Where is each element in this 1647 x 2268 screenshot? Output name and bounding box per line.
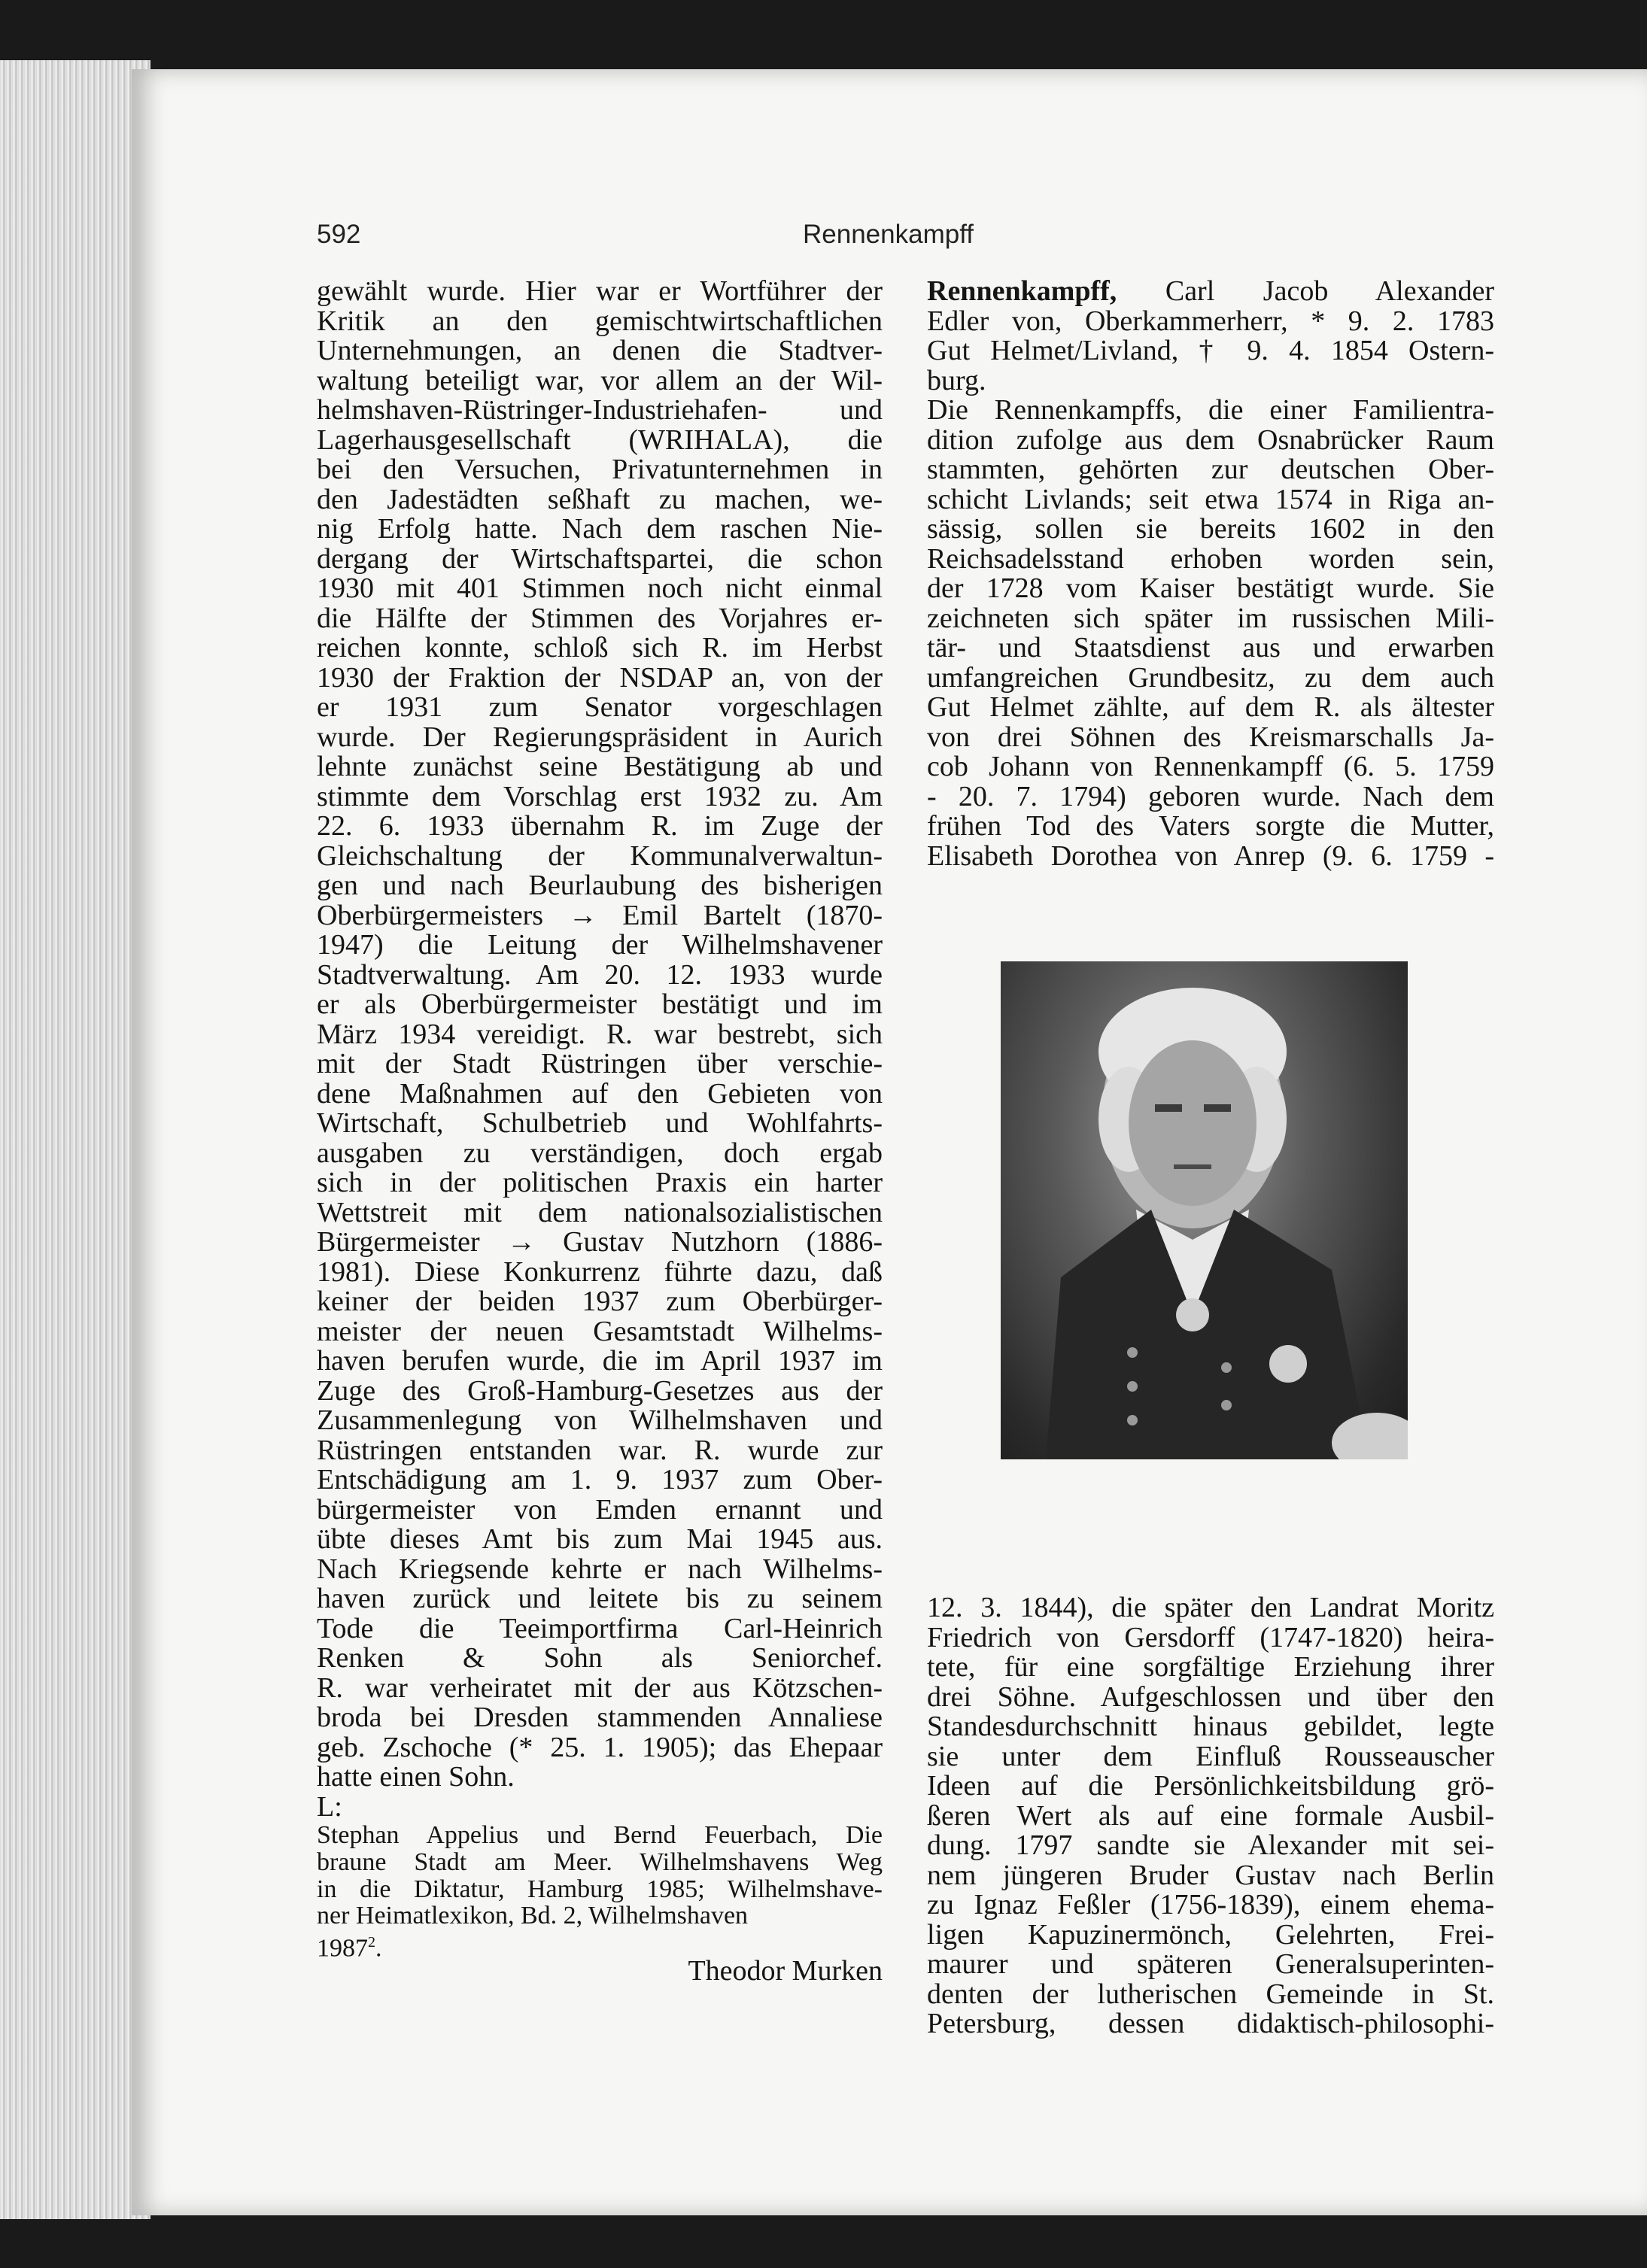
text-line: dene Maßnahmen auf den Gebieten von bbox=[317, 1077, 883, 1110]
literature-end: . bbox=[375, 1934, 382, 1963]
text-line: 12. 3. 1844), die später den Landrat Moritz bbox=[927, 1592, 1494, 1623]
text-line: er als Oberbürgermeister bestätigt und im bbox=[317, 988, 883, 1020]
text-line: Lagerhausgesellschaft (WRIHALA), die bbox=[317, 424, 883, 456]
text-line: Stadtverwaltung. Am 20. 12. 1933 wurde bbox=[317, 958, 883, 991]
text-line: Entschädigung am 1. 9. 1937 zum Ober- bbox=[317, 1464, 883, 1495]
text-line: Unternehmungen, an denen die Stadtver- bbox=[317, 335, 883, 366]
right-body-text-top bbox=[927, 307, 1494, 872]
text-line: Zuge des Groß-Hamburg-Gesetzes aus der bbox=[317, 1374, 883, 1407]
text-line: Kritik an den gemischtwirtschaftlichen bbox=[317, 305, 883, 337]
text-line: stimmte dem Vorschlag erst 1932 zu. Am bbox=[317, 780, 883, 812]
text-line: Oberbürgermeisters → Emil Bartelt (1870- bbox=[317, 899, 883, 931]
text-line: sässig, sollen sie bereits 1602 in den bbox=[927, 513, 1494, 545]
text-line: maurer und späteren Generalsuperinten- bbox=[927, 1948, 1494, 1980]
text-line: tär- und Staatsdienst aus und erwarben bbox=[927, 632, 1494, 663]
text-line: ner Heimatlexikon, Bd. 2, Wilhelmshaven bbox=[317, 1902, 749, 1930]
text-line: schicht Livlands; seit etwa 1574 in Riga an- bbox=[927, 483, 1494, 515]
text-line: 1930 mit 401 Stimmen noch nicht einmal bbox=[317, 572, 883, 604]
text-line: 1981). Diese Konkurrenz führte dazu, daß bbox=[317, 1255, 883, 1288]
running-title: Rennenkampff bbox=[803, 220, 974, 249]
text-line: frühen Tod des Vaters sorgte die Mutter, bbox=[927, 810, 1494, 842]
text-line: Gut Helmet zählte, auf dem R. als ältester bbox=[927, 691, 1494, 723]
text-line: gen und nach Beurlaubung des bisherigen bbox=[317, 870, 883, 901]
text-line: die Hälfte der Stimmen des Vorjahres er- bbox=[317, 602, 883, 634]
text-line: in die Diktatur, Hamburg 1985; Wilhelmshave- bbox=[317, 1875, 883, 1903]
text-line: Bürgermeister → Gustav Nutzhorn (1886- bbox=[317, 1226, 883, 1258]
text-line: Reichsadelsstand erhoben worden sein, bbox=[927, 542, 1494, 575]
text-line: 1947) die Leitung der Wilhelmshavener bbox=[317, 929, 883, 961]
text-line: zeichneten sich später im russischen Mili- bbox=[927, 602, 1494, 634]
text-line: Die Rennenkampffs, die einer Familientra- bbox=[927, 394, 1494, 426]
text-line: Stephan Appelius und Bernd Feuerbach, Die bbox=[317, 1821, 883, 1849]
text-line: Petersburg, dessen didaktisch-philosophi- bbox=[927, 2008, 1494, 2039]
text-line: tete, für eine sorgfältige Erziehung ihrer bbox=[927, 1651, 1494, 1683]
text-line: Ideen auf die Persönlichkeitsbildung grö- bbox=[927, 1770, 1494, 1802]
text-line: gewählt wurde. Hier war er Wortführer der bbox=[317, 275, 883, 307]
text-line: stammten, gehörten zur deutschen Ober- bbox=[927, 454, 1494, 485]
text-line: keiner der beiden 1937 zum Oberbürger- bbox=[317, 1286, 883, 1317]
text-line: drei Söhne. Aufgeschlossen und über den bbox=[927, 1681, 1494, 1713]
text-line: den Jadestädten seßhaft zu machen, we- bbox=[317, 483, 883, 515]
text-line: Standesdurchschnitt hinaus gebildet, legte bbox=[927, 1711, 1494, 1742]
text-line: lehnte zunächst seine Bestätigung ab und bbox=[317, 751, 883, 782]
text-line: Renken & Sohn als Seniorchef. bbox=[317, 1642, 883, 1674]
portrait-image bbox=[1001, 961, 1408, 1459]
text-line: haven zurück und leitete bis zu seinem bbox=[317, 1583, 883, 1614]
text-line: haven berufen wurde, die im April 1937 im bbox=[317, 1345, 883, 1377]
literature-last-line bbox=[317, 1929, 883, 1963]
text-line: übte dieses Amt bis zum Mai 1945 aus. bbox=[317, 1523, 883, 1555]
page-number: 592 bbox=[317, 220, 361, 249]
article-heading-line bbox=[927, 277, 1494, 307]
text-line: mit der Stadt Rüstringen über verschie- bbox=[317, 1048, 883, 1079]
article-author: Theodor Murken bbox=[688, 1954, 883, 1987]
text-line: sich in der politischen Praxis ein harter bbox=[317, 1167, 883, 1198]
article-headword: Rennenkampff, bbox=[927, 275, 1117, 307]
left-body-text bbox=[317, 277, 883, 1793]
literature-label: L: bbox=[317, 1790, 342, 1823]
text-line: von drei Söhnen des Kreismarschalls Ja- bbox=[927, 721, 1494, 753]
text-line: nig Erfolg hatte. Nach dem raschen Nie- bbox=[317, 513, 883, 545]
left-column bbox=[317, 277, 883, 1986]
text-line: dergang der Wirtschaftspartei, die schon bbox=[317, 542, 883, 575]
text-line: der 1728 vom Kaiser bestätigt wurde. Sie bbox=[927, 572, 1494, 604]
text-line: bürgermeister von Emden ernannt und bbox=[317, 1493, 883, 1526]
text-line: - 20. 7. 1794) geboren wurde. Nach dem bbox=[927, 780, 1494, 812]
text-line: cob Johann von Rennenkampff (6. 5. 1759 bbox=[927, 751, 1494, 782]
text-line: Friedrich von Gersdorff (1747-1820) heira- bbox=[927, 1621, 1494, 1653]
literature-superscript: 2 bbox=[368, 1934, 375, 1951]
text-line: Edler von, Oberkammerherr, * 9. 2. 1783 bbox=[927, 305, 1494, 337]
text-line: Wirtschaft, Schulbetrieb und Wohlfahrts- bbox=[317, 1107, 883, 1139]
literature-list bbox=[317, 1822, 883, 1929]
text-line: denten der lutherischen Gemeinde in St. bbox=[927, 1978, 1494, 2010]
text-line: reichen konnte, schloß sich R. im Herbst bbox=[317, 632, 883, 663]
text-line: burg. bbox=[927, 364, 986, 396]
text-line: waltung beteiligt war, vor allem an der Wil- bbox=[317, 364, 883, 396]
text-line: hatte einen Sohn. bbox=[317, 1761, 515, 1793]
text-line: Gleichschaltung der Kommunalverwaltun- bbox=[317, 839, 883, 872]
text-line: er 1931 zum Senator vorgeschlagen bbox=[317, 691, 883, 723]
book-page-edges bbox=[0, 60, 150, 2219]
text-line: 22. 6. 1933 übernahm R. im Zuge der bbox=[317, 810, 883, 842]
text-line: ausgaben zu verständigen, doch ergab bbox=[317, 1137, 883, 1169]
text-line: ligen Kapuzinermönch, Gelehrten, Frei- bbox=[927, 1918, 1494, 1951]
text-line: helmshaven-Rüstringer-Industriehafen- und bbox=[317, 394, 883, 426]
text-line: meister der neuen Gesamtstadt Wilhelms- bbox=[317, 1315, 883, 1347]
right-body-text-bottom bbox=[927, 1593, 1494, 2039]
text-line: dition zufolge aus dem Osnabrücker Raum bbox=[927, 424, 1494, 456]
text-line: braune Stadt am Meer. Wilhelmshavens Weg bbox=[317, 1847, 883, 1876]
text-line: R. war verheiratet mit der aus Kötzschen- bbox=[317, 1671, 883, 1704]
text-line: umfangreichen Grundbesitz, zu dem auch bbox=[927, 661, 1494, 694]
text-line: Zusammenlegung von Wilhelmshaven und bbox=[317, 1404, 883, 1436]
text-line: zu Ignaz Feßler (1756-1839), einem ehema- bbox=[927, 1889, 1494, 1920]
text-line: Elisabeth Dorothea von Anrep (9. 6. 1759 - bbox=[927, 839, 1494, 872]
text-line: bei den Versuchen, Privatunternehmen in bbox=[317, 454, 883, 485]
literature-year: 1987 bbox=[317, 1934, 368, 1963]
text-line: Rüstringen entstanden war. R. wurde zur bbox=[317, 1434, 883, 1466]
text-line: 1930 der Fraktion der NSDAP an, von der bbox=[317, 661, 883, 694]
text-line: geb. Zschoche (* 25. 1. 1905); das Ehepaar bbox=[317, 1731, 883, 1763]
text-line: März 1934 vereidigt. R. war bestrebt, sich bbox=[317, 1018, 883, 1050]
text-line: dung. 1797 sandte sie Alexander mit sei- bbox=[927, 1829, 1494, 1861]
text-line: ßeren Wert als auf eine formale Ausbil- bbox=[927, 1799, 1494, 1832]
text-line: wurde. Der Regierungspräsident in Aurich bbox=[317, 721, 883, 753]
text-line: nem jüngeren Bruder Gustav nach Berlin bbox=[927, 1859, 1494, 1891]
text-line: Nach Kriegsende kehrte er nach Wilhelms- bbox=[317, 1553, 883, 1585]
text-line: sie unter dem Einfluß Rousseauscher bbox=[927, 1740, 1494, 1772]
text-line: Gut Helmet/Livland, † 9. 4. 1854 Ostern- bbox=[927, 335, 1494, 366]
portrait-photo bbox=[1001, 961, 1408, 1459]
article-heading-rest: Carl Jacob Alexander bbox=[1165, 275, 1494, 307]
text-line: broda bei Dresden stammenden Annaliese bbox=[317, 1702, 883, 1733]
text-line: Tode die Teeimportfirma Carl-Heinrich bbox=[317, 1612, 883, 1644]
text-line: Wettstreit mit dem nationalsozialistischen bbox=[317, 1196, 883, 1228]
